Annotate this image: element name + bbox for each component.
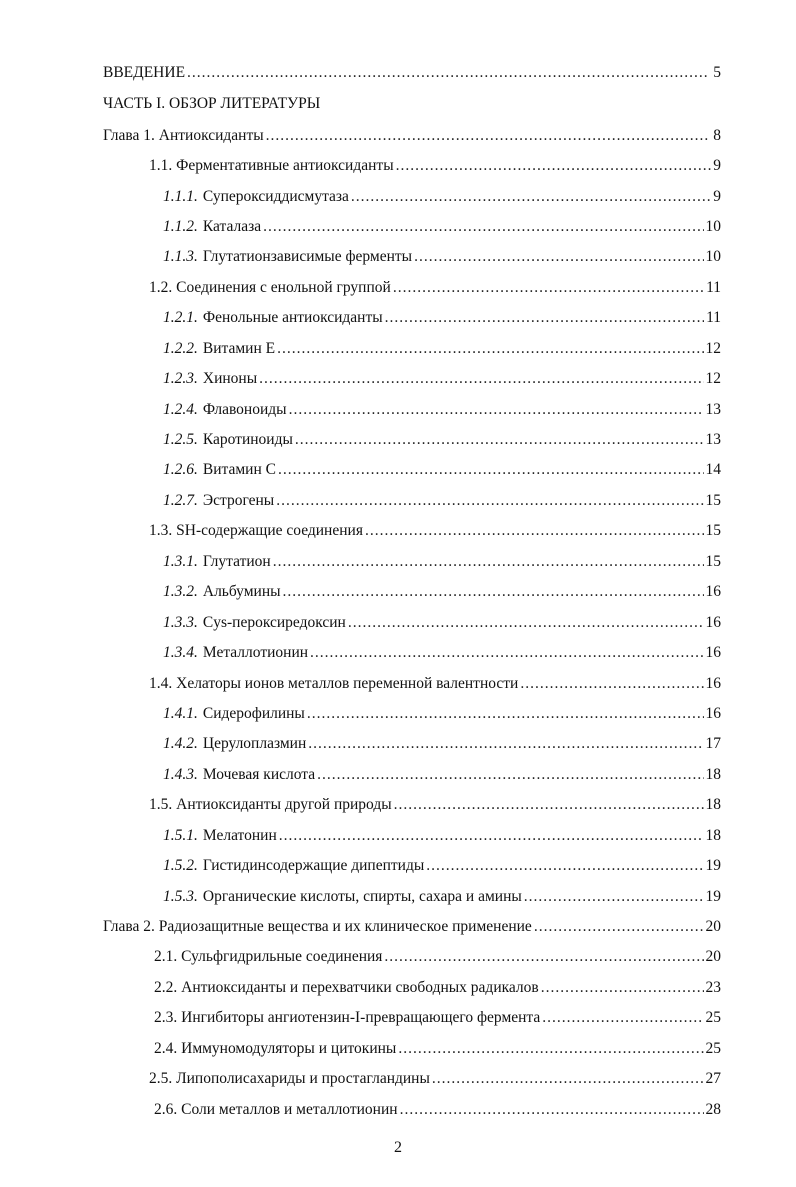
toc-entry-page: 19 bbox=[705, 887, 721, 905]
toc-entry-number: 1.5.1. bbox=[163, 826, 198, 844]
toc-entry-title: Гистидинсодержащие дипептиды bbox=[202, 857, 425, 875]
toc-dot-leader bbox=[534, 918, 704, 936]
toc-dot-leader bbox=[351, 188, 711, 206]
toc-entry bbox=[0, 638, 796, 668]
toc-dot-leader bbox=[277, 340, 703, 358]
toc-entry-title: Сидерофилины bbox=[202, 704, 305, 722]
toc-entry-title: 2.2. Антиоксиданты и перехватчики свободных радикалов bbox=[154, 978, 539, 996]
toc-entry bbox=[0, 455, 796, 485]
toc-entry-number: 1.4.2. bbox=[163, 735, 198, 753]
toc-entry-title: Церулоплазмин bbox=[202, 735, 307, 753]
toc-entry-title: 1.2. Соединения с енольной группой bbox=[149, 278, 391, 296]
toc-entry-page: 20 bbox=[705, 948, 721, 966]
toc-entry-page: 12 bbox=[705, 339, 721, 357]
table-of-contents bbox=[0, 58, 796, 1125]
toc-dot-leader bbox=[266, 127, 711, 145]
toc-entry-title: Каталаза bbox=[202, 217, 262, 235]
toc-dot-leader bbox=[308, 735, 703, 753]
toc-dot-leader bbox=[273, 553, 704, 571]
toc-entry bbox=[0, 120, 796, 150]
toc-entry-title: Витамин С bbox=[202, 461, 276, 479]
toc-entry bbox=[0, 668, 796, 698]
toc-entry-title: 2.5. Липополисахариды и простагландины bbox=[149, 1070, 430, 1088]
toc-dot-leader bbox=[295, 431, 704, 449]
toc-entry-page: 15 bbox=[705, 491, 721, 509]
toc-entry-page: 25 bbox=[705, 1039, 721, 1057]
toc-entry bbox=[0, 88, 796, 120]
toc-entry-number: 1.4.3. bbox=[163, 765, 198, 783]
toc-entry-number: 1.2.7. bbox=[163, 491, 198, 509]
toc-entry bbox=[0, 1094, 796, 1124]
toc-entry-page: 5 bbox=[713, 64, 721, 82]
toc-dot-leader bbox=[310, 644, 703, 662]
toc-entry-title: Фенольные антиоксиданты bbox=[202, 309, 383, 327]
toc-dot-leader bbox=[393, 279, 704, 297]
toc-entry-title: Эстрогены bbox=[202, 491, 275, 509]
toc-entry bbox=[0, 394, 796, 424]
toc-entry-title: Мочевая кислота bbox=[202, 765, 316, 783]
toc-dot-leader bbox=[524, 888, 704, 906]
toc-entry-number: 1.2.3. bbox=[163, 370, 198, 388]
toc-entry-number: 1.3.4. bbox=[163, 644, 198, 662]
toc-entry bbox=[0, 303, 796, 333]
toc-entry-page: 15 bbox=[705, 522, 721, 540]
toc-entry-page: 27 bbox=[705, 1070, 721, 1088]
toc-entry-number: 1.2.4. bbox=[163, 400, 198, 418]
toc-entry bbox=[0, 912, 796, 942]
toc-entry bbox=[0, 851, 796, 881]
toc-dot-leader bbox=[396, 157, 712, 175]
toc-entry bbox=[0, 1064, 796, 1094]
toc-entry-title: 1.4. Хелаторы ионов металлов переменной валентности bbox=[149, 674, 519, 692]
toc-entry-title: Органические кислоты, спирты, сахара и амины bbox=[202, 887, 522, 905]
toc-entry-page: 9 bbox=[713, 157, 721, 175]
toc-entry-title: Альбумины bbox=[202, 583, 281, 601]
toc-entry-page: 10 bbox=[705, 248, 721, 266]
toc-entry-title: Каротиноиды bbox=[202, 431, 293, 449]
toc-entry bbox=[0, 942, 796, 972]
toc-dot-leader bbox=[426, 857, 703, 875]
toc-entry bbox=[0, 729, 796, 759]
toc-entry-number: 1.1.3. bbox=[163, 248, 198, 266]
toc-entry-page: 11 bbox=[706, 278, 721, 296]
toc-entry bbox=[0, 58, 796, 88]
toc-entry-page: 28 bbox=[705, 1100, 721, 1118]
toc-dot-leader bbox=[400, 1101, 704, 1119]
toc-entry bbox=[0, 760, 796, 790]
toc-entry-page: 18 bbox=[705, 765, 721, 783]
toc-entry-title: 2.1. Сульфгидрильные соединения bbox=[154, 948, 383, 966]
toc-entry-title: ВВЕДЕНИЕ bbox=[103, 64, 186, 82]
toc-dot-leader bbox=[187, 64, 709, 82]
toc-entry-page: 16 bbox=[705, 613, 721, 631]
toc-entry bbox=[0, 547, 796, 577]
toc-entry-title: Глава 2. Радиозащитные вещества и их клиническое применение bbox=[103, 918, 532, 936]
toc-entry-number: 1.2.2. bbox=[163, 339, 198, 357]
toc-entry-page: 18 bbox=[705, 796, 721, 814]
toc-entry bbox=[0, 607, 796, 637]
toc-entry-page: 16 bbox=[705, 674, 721, 692]
page-number: 2 bbox=[394, 1139, 402, 1156]
toc-dot-leader bbox=[289, 401, 704, 419]
toc-entry bbox=[0, 181, 796, 211]
toc-dot-leader bbox=[398, 1040, 703, 1058]
toc-dot-leader bbox=[263, 218, 703, 236]
toc-dot-leader bbox=[317, 766, 703, 784]
toc-entry-title: Хиноны bbox=[202, 370, 258, 388]
toc-dot-leader bbox=[432, 1070, 704, 1088]
toc-entry-page: 19 bbox=[705, 857, 721, 875]
toc-dot-leader bbox=[283, 583, 704, 601]
toc-dot-leader bbox=[414, 248, 703, 266]
toc-entry-title: 1.3. SH-содержащие соединения bbox=[149, 522, 363, 540]
toc-entry bbox=[0, 1034, 796, 1064]
toc-entry bbox=[0, 790, 796, 820]
toc-entry-page: 17 bbox=[705, 735, 721, 753]
toc-entry-title: 2.3. Ингибиторы ангиотензин-I-превращающего фермента bbox=[154, 1009, 541, 1027]
toc-entry-number: 1.5.2. bbox=[163, 857, 198, 875]
toc-entry-title: Флавоноиды bbox=[202, 400, 287, 418]
toc-entry-title: Супероксиддисмутаза bbox=[202, 187, 349, 205]
toc-entry-page: 18 bbox=[705, 826, 721, 844]
toc-entry-title: Витамин Е bbox=[202, 339, 276, 357]
toc-entry-page: 13 bbox=[705, 400, 721, 418]
toc-entry bbox=[0, 242, 796, 272]
toc-entry-title: 1.1. Ферментативные антиоксиданты bbox=[149, 157, 394, 175]
toc-entry-number: 1.2.6. bbox=[163, 461, 198, 479]
toc-entry-title: 2.6. Соли металлов и металлотионин bbox=[154, 1100, 398, 1118]
toc-entry-page: 11 bbox=[706, 309, 721, 327]
toc-entry-page: 25 bbox=[705, 1009, 721, 1027]
toc-entry-title: Глутатионзависимые ферменты bbox=[202, 248, 413, 266]
toc-entry-page: 10 bbox=[705, 217, 721, 235]
toc-entry-page: 15 bbox=[705, 552, 721, 570]
toc-entry-title: ЧАСТЬ I. ОБЗОР ЛИТЕРАТУРЫ bbox=[103, 95, 321, 113]
toc-entry-page: 13 bbox=[705, 431, 721, 449]
toc-entry-number: 1.2.5. bbox=[163, 431, 198, 449]
toc-dot-leader bbox=[278, 461, 704, 479]
toc-entry-number: 1.3.1. bbox=[163, 552, 198, 570]
toc-entry-title: Мелатонин bbox=[202, 826, 277, 844]
toc-entry-page: 16 bbox=[705, 704, 721, 722]
toc-entry-page: 14 bbox=[705, 461, 721, 479]
toc-dot-leader bbox=[542, 1009, 703, 1027]
toc-entry-number: 1.1.1. bbox=[163, 187, 198, 205]
toc-dot-leader bbox=[541, 979, 704, 997]
toc-entry bbox=[0, 486, 796, 516]
toc-entry-page: 16 bbox=[705, 644, 721, 662]
toc-entry-number: 1.3.3. bbox=[163, 613, 198, 631]
toc-entry-page: 20 bbox=[705, 918, 721, 936]
toc-entry-title: 2.4. Иммуномодуляторы и цитокины bbox=[154, 1039, 397, 1057]
toc-entry bbox=[0, 973, 796, 1003]
toc-dot-leader bbox=[348, 614, 704, 632]
toc-entry-page: 9 bbox=[713, 187, 721, 205]
toc-entry bbox=[0, 425, 796, 455]
toc-entry-number: 1.2.1. bbox=[163, 309, 198, 327]
toc-dot-leader bbox=[276, 492, 703, 510]
toc-dot-leader bbox=[394, 796, 704, 814]
toc-entry-title: Глава 1. Антиоксиданты bbox=[103, 126, 264, 144]
toc-entry-page: 16 bbox=[705, 583, 721, 601]
toc-entry-number: 1.3.2. bbox=[163, 583, 198, 601]
toc-entry bbox=[0, 577, 796, 607]
toc-dot-leader bbox=[384, 948, 703, 966]
toc-entry bbox=[0, 516, 796, 546]
toc-dot-leader bbox=[307, 705, 704, 723]
toc-entry-title: Глутатион bbox=[202, 552, 271, 570]
toc-entry-number: 1.1.2. bbox=[163, 217, 198, 235]
toc-entry bbox=[0, 699, 796, 729]
toc-entry-page: 8 bbox=[713, 126, 721, 144]
toc-entry bbox=[0, 1003, 796, 1033]
toc-entry bbox=[0, 881, 796, 911]
toc-entry bbox=[0, 821, 796, 851]
toc-entry-title: Cys-пероксиредоксин bbox=[202, 613, 346, 631]
toc-dot-leader bbox=[385, 309, 704, 327]
toc-entry bbox=[0, 273, 796, 303]
toc-dot-leader bbox=[279, 827, 704, 845]
toc-dot-leader bbox=[520, 675, 703, 693]
toc-entry bbox=[0, 151, 796, 181]
toc-entry bbox=[0, 364, 796, 394]
toc-entry bbox=[0, 334, 796, 364]
toc-entry bbox=[0, 212, 796, 242]
toc-entry-number: 1.4.1. bbox=[163, 704, 198, 722]
toc-dot-leader bbox=[365, 522, 704, 540]
toc-entry-title: Металлотионин bbox=[202, 644, 309, 662]
toc-entry-page: 12 bbox=[705, 370, 721, 388]
toc-entry-page: 23 bbox=[705, 978, 721, 996]
toc-dot-leader bbox=[259, 370, 703, 388]
toc-entry-title: 1.5. Антиоксиданты другой природы bbox=[149, 796, 392, 814]
toc-entry-number: 1.5.3. bbox=[163, 887, 198, 905]
